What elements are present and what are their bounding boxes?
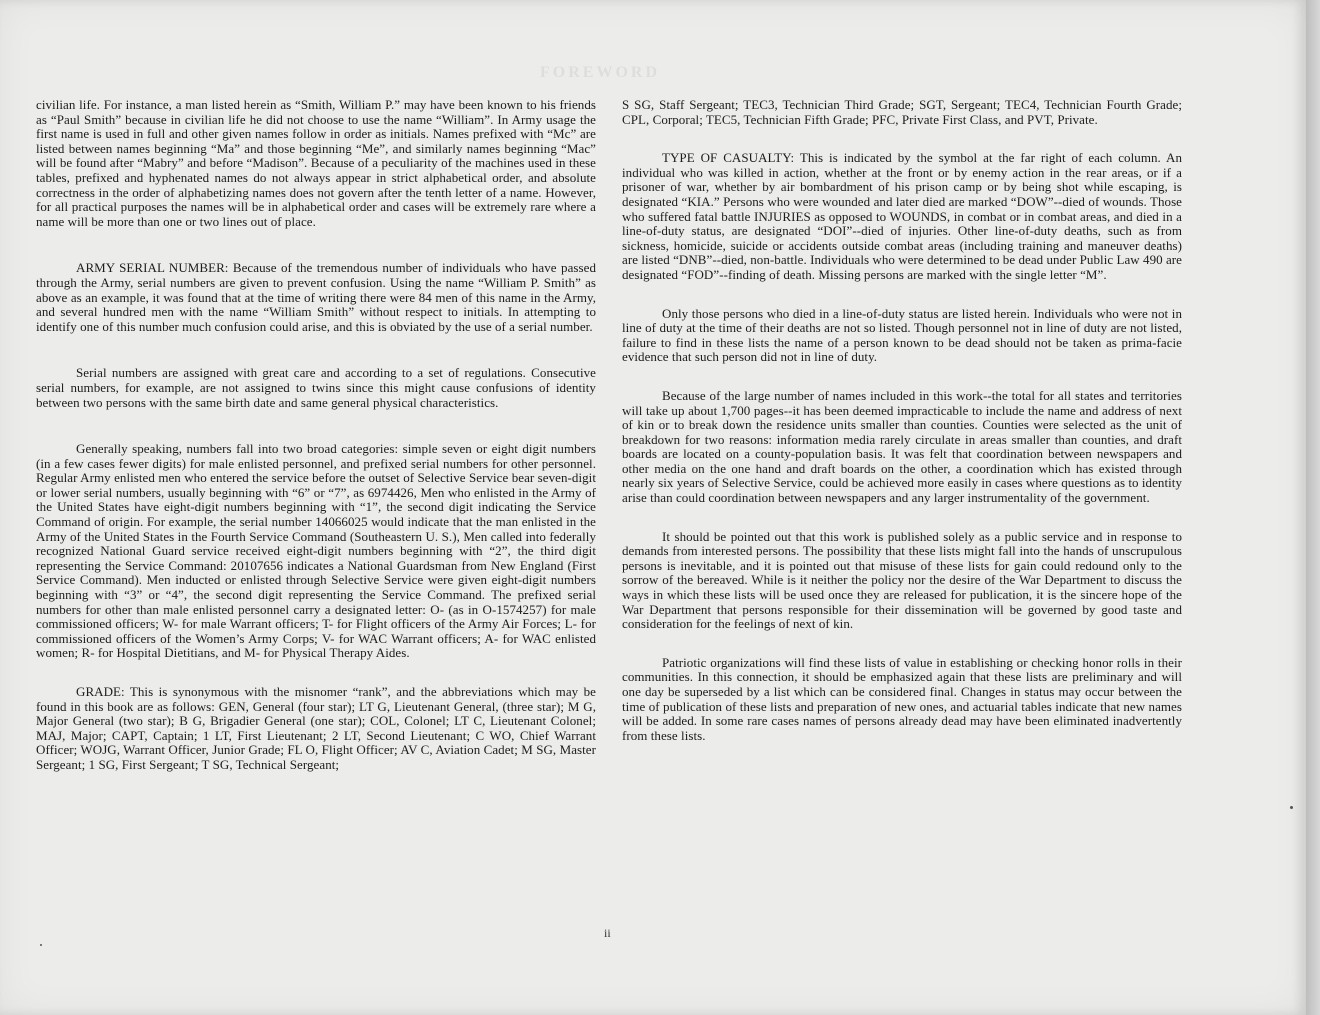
paragraph-patriotic-organizations: Patriotic organizations will find these lists of value in establishing or checking honor rolls in their communities. In this connection, it should be emphasized again that these lists are preliminary and will one day be superseded by a list which can be considered final. Changes in status may occur between the time of publication of these lists and preparation of new ones, and actuarial tables indicate that new names will be added. In some rare cases names of persons already dead may have been eliminated inadvertently from these lists. bbox=[622, 654, 1182, 743]
paper-speck bbox=[1290, 806, 1293, 809]
paragraph-serial-number-categories: Generally speaking, numbers fall into two broad categories: simple seven or eight digit numbers (in a few cases fewer digits) for male enlisted personnel, and prefixed serial numbers for other personnel. Regular Army enlisted men who entered the service before the outset of Selective Service bear seven-digit or lower serial numbers, usually beginning with “6” or “7”, as 6974426, Men who enlisted in the Army of the United States have eight-digit numbers beginning with “1”, the second digit indicating the Service Command of origin. For example, the serial number 14066025 would indicate that the man enlisted in the Army of the United States in the Fourth Service Command (Southeastern U. S.), Men called into federally recognized National Guard service received eight-digit numbers beginning with “2”, the third digit representing the Service Command: 20107656 indicates a National Guardsman from New England (First Service Command). Men inducted or enlisted through Selective Service were given eight-digit numbers beginning with “3” or “4”, the second digit representing the Service Command. The prefixed serial numbers for other than male enlisted personnel carry a designated letter: O- (as in O-1574257) for male commissioned officers; W- for male Warrant officers; T- for Flight officers of the Army Air Forces; L- for commissioned officers of the Women’s Army Corps; V- for WAC Warrant officers; A- for WAC enlisted women; R- for Hospital Dietitians, and M- for Physical Therapy Aides. bbox=[36, 441, 596, 661]
paragraph-serial-number-assignment: Serial numbers are assigned with great care and according to a set of regulations. Consecutive serial numbers, for example, are not assigned to twins since this might cause confusions of identity between two persons with the same birth date and same general physical characteristics. bbox=[36, 365, 596, 410]
paragraph-line-of-duty: Only those persons who died in a line-of-duty status are listed herein. Individuals who were not in line of duty at the time of their deaths are not so listed. Though personnel not in line of duty are not listed, failure to find in these lists the name of a person known to be dead should not be taken as prima-facie evidence that such person did not in line of duty. bbox=[622, 305, 1182, 365]
page-edge-shadow bbox=[1306, 0, 1320, 1015]
right-column bbox=[622, 98, 1182, 743]
paper-speck bbox=[40, 944, 42, 946]
paragraph-county-breakdown: Because of the large number of names included in this work--the total for all states and territories will take up about 1,700 pages--it has been deemed impracticable to include the name and address of next of kin or to break down the residence units smaller than counties. Counties were selected as the unit of breakdown for two reasons: information media rarely circulate in areas smaller than counties, and draft boards are located on a county-population basis. It was felt that coordination between newspapers and other media on the one hand and draft boards on the other, a coordination which has existed through nearly six years of Selective Service, could be achieved more easily in cases where questions as to identity arise than could coordination between newspapers and any larger instrumentality of the government. bbox=[622, 387, 1182, 506]
left-column bbox=[36, 98, 596, 773]
paragraph-given-names: civilian life. For instance, a man listed herein as “Smith, William P.” may have been known to his friends as “Paul Smith” because in civilian life he did not choose to use the name “William”. In Army usage the first name is used in full and other given names follow in order as initials. Names prefixed with “Mc” are listed between names beginning “Ma” and those beginning “Me”, and similarly names beginning “Mac” will be found after “Mabry” and before “Madison”. Because of a peculiarity of the machines used in these tables, prefixed and hyphenated names do not always appear in strict alphabetical order, and absolute correctness in the order of alphabetizing names does not govern after the tenth letter of a name. However, for all practical purposes the names will be in alphabetical order and cases will be extremely rare where a name will be more than one or two lines out of place. bbox=[36, 97, 596, 229]
paragraph-type-of-casualty: TYPE OF CASUALTY: This is indicated by the symbol at the far right of each column. An individual who was killed in action, whether at the front or by enemy action in the rear areas, or if a prisoner of war, whether by air bombardment of his prison camp or by being shot while escaping, is designated “KIA.” Persons who were wounded and later died are marked “DOW”--died of wounds. Those who suffered fatal battle INJURIES as opposed to WOUNDS, in combat or in combat areas, and died in a line-of-duty status, are designated “DOI”--died of injuries. Other line-of-duty deaths, such as from sickness, homicide, suicide or accidents outside combat areas (including training and maneuver deaths) are listed “DNB”--died, non-battle. Individuals who were determined to be dead under Public Law 490 are designated “FOD”--finding of death. Missing persons are marked with the single letter “M”. bbox=[622, 150, 1182, 282]
paragraph-grade-continued: S SG, Staff Sergeant; TEC3, Technician Third Grade; SGT, Sergeant; TEC4, Technician Fourth Grade; CPL, Corporal; TEC5, Technician Fifth Grade; PFC, Private First Class, and PVT, Private. bbox=[622, 97, 1182, 127]
page-number: ii bbox=[604, 926, 611, 940]
bleed-through-heading: FOREWORD bbox=[540, 64, 660, 81]
paragraph-army-serial-number: ARMY SERIAL NUMBER: Because of the tremendous number of individuals who have passed through the Army, serial numbers are given to prevent confusion. Using the name “William P. Smith” as above as an example, it was found that at the time of writing there were 84 men of this name in the Army, and several hundred men with the name “William Smith” without respect to initials. In attempting to identify one of this number much confusion could arise, and this is obviated by the use of a serial number. bbox=[36, 260, 596, 334]
paragraph-grade: GRADE: This is synonymous with the misnomer “rank”, and the abbreviations which may be found in this book are as follows: GEN, General (four star); LT G, Lieutenant General, (three star); M G, Major General (two star); B G, Brigadier General (one star); COL, Colonel; LT C, Lieutenant Colonel; MAJ, Major; CAPT, Captain; 1 LT, First Lieutenant; 2 LT, Second Lieutenant; C WO, Chief Warrant Officer; WOJG, Warrant Officer, Junior Grade; FL O, Flight Officer; AV C, Aviation Cadet; M SG, Master Sergeant; 1 SG, First Sergeant; T SG, Technical Sergeant; bbox=[36, 684, 596, 772]
paragraph-public-service: It should be pointed out that this work is published solely as a public service and in response to demands from interested persons. The possibility that these lists might fall into the hands of unscrupulous persons is inevitable, and it is pointed out that misuse of these lists for gain could redound only to the sorrow of the bereaved. While is it neither the policy nor the desire of the War Department to discuss the ways in which these lists will be used once they are released for publication, it is the sincere hope of the War Department that persons responsible for their dissemination will be governed by good taste and consideration for the feelings of next of kin. bbox=[622, 528, 1182, 632]
